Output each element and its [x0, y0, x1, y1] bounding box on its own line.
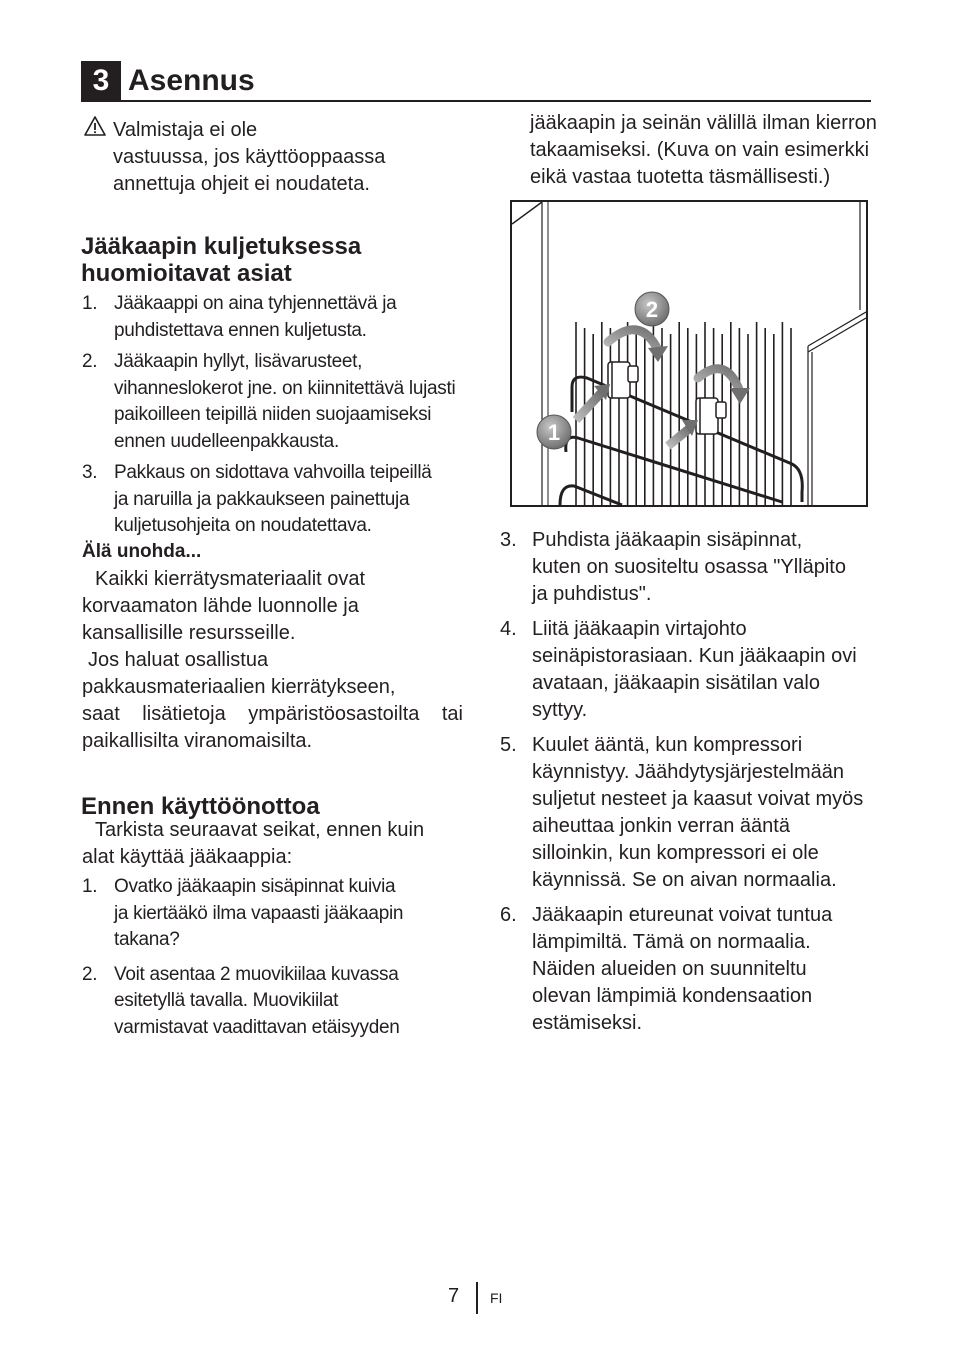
language-code: FI	[490, 1290, 503, 1306]
list-item	[82, 874, 482, 954]
item-line: suljetut nesteet ja kaasut voivat myös	[532, 788, 864, 810]
item-line: kuten on suositeltu osassa "Ylläpito	[532, 556, 846, 578]
text-line: pakkausmateriaalien kierrätykseen,	[82, 676, 396, 698]
warning-line: vastuussa, jos käyttöoppaassa	[113, 146, 386, 168]
fridge-back-illustration	[512, 202, 866, 505]
text-line: jääkaapin ja seinän välillä ilman kierron	[530, 112, 877, 134]
item-line: Jääkaappi on aina tyhjennettävä ja	[114, 293, 397, 314]
item-line: ja puhdistus".	[532, 583, 652, 605]
transport-list	[82, 291, 482, 540]
item-line: Näiden alueiden on suunniteltu	[532, 958, 807, 980]
text-line: kansallisille resursseille.	[82, 622, 296, 644]
svg-text:1: 1	[547, 420, 561, 445]
svg-text:2: 2	[645, 297, 659, 322]
heading-line: Jääkaapin kuljetuksessa	[81, 233, 362, 260]
list-item	[82, 460, 482, 540]
item-number: 2.	[82, 351, 98, 372]
before-use-list	[82, 874, 482, 1041]
list-item	[82, 349, 482, 455]
page-number: 7	[448, 1285, 460, 1307]
footer-divider	[476, 1282, 478, 1314]
item-line: ja kiertääkö ilma vapaasti jääkaapin	[114, 902, 404, 924]
text-line: eikä vastaa tuotetta täsmällisesti.)	[530, 166, 831, 188]
list-item	[500, 616, 900, 724]
item-line: varmistavat vaadittavan etäisyyden	[114, 1016, 400, 1038]
text-line: paikallisilta viranomaisilta.	[82, 730, 313, 752]
item-number: 1.	[82, 876, 98, 897]
item-number: 2.	[82, 963, 98, 985]
item-number: 5.	[500, 734, 517, 756]
item-line: aiheuttaa jonkin verran ääntä	[532, 815, 790, 837]
item-line: olevan lämpimiä kondensaation	[532, 985, 813, 1007]
list-item	[500, 527, 900, 608]
continuation-text	[530, 110, 877, 191]
item-line: Puhdista jääkaapin sisäpinnat,	[532, 529, 803, 551]
item-line: Kuulet ääntä, kun kompressori	[532, 734, 803, 756]
item-line: estämiseksi.	[532, 1012, 643, 1034]
step-marker-2	[635, 292, 669, 326]
warning-line: annettuja ohjeit ei noudateta.	[113, 173, 370, 195]
item-line: paikoilleen teipillä niiden suojaamiseksi	[114, 404, 432, 425]
before-use-intro	[82, 817, 424, 871]
text-line: Jos haluat osallistua	[88, 649, 269, 671]
item-line: takana?	[114, 929, 180, 950]
header-rule	[81, 100, 871, 102]
text-line: takaamiseksi. (Kuva on vain esimerkki	[530, 139, 870, 161]
list-item	[500, 732, 900, 894]
item-line: kuljetusohjeita on noudatettava.	[114, 515, 372, 536]
remember-heading: Älä unohda...	[82, 541, 202, 562]
warning-text	[113, 117, 385, 198]
item-line: käynnissä. Se on aivan normaalia.	[532, 869, 837, 891]
item-line: Jääkaapin hyllyt, lisävarusteet,	[114, 351, 363, 372]
item-line: käynnistyy. Jäähdytysjärjestelmään	[532, 761, 844, 783]
remember-text	[82, 566, 463, 755]
section-number: 3	[81, 61, 121, 101]
installation-figure	[510, 200, 868, 507]
spacer-left	[608, 362, 638, 398]
item-line: lämpimiltä. Tämä on normaalia.	[532, 931, 811, 953]
warning-triangle-icon	[84, 115, 106, 137]
section-title: Asennus	[128, 64, 255, 97]
item-line: puhdistettava ennen kuljetusta.	[114, 319, 367, 341]
item-line: syttyy.	[532, 699, 588, 721]
item-line: vihanneslokerot jne. on kiinnitettävä lujasti	[114, 377, 456, 399]
item-line: Liitä jääkaapin virtajohto	[532, 618, 747, 640]
text-line: alat käyttää jääkaappia:	[82, 846, 293, 868]
item-line: Ovatko jääkaapin sisäpinnat kuivia	[114, 876, 396, 897]
item-line: avataan, jääkaapin sisätilan valo	[532, 672, 820, 694]
step-marker-1	[537, 415, 571, 449]
item-line: ja naruilla ja pakkaukseen painettuja	[114, 488, 410, 510]
steps-list	[500, 527, 900, 1037]
transport-heading	[81, 233, 361, 287]
item-number: 3.	[82, 462, 98, 483]
before-use-heading: Ennen käyttöönottoa	[81, 793, 320, 820]
warning-line: Valmistaja ei ole	[113, 119, 258, 141]
item-line: Pakkaus on sidottava vahvoilla teipeillä	[114, 462, 432, 483]
item-line: silloinkin, kun kompressori ei ole	[532, 842, 819, 864]
item-number: 1.	[82, 293, 98, 314]
heading-line: huomioitavat asiat	[81, 260, 292, 287]
text-line: saat lisätietoja ympäristöosastoilta tai	[82, 703, 463, 725]
item-number: 6.	[500, 904, 517, 926]
item-line: ennen uudelleenpakkausta.	[114, 430, 339, 452]
text-line: Tarkista seuraavat seikat, ennen kuin	[95, 819, 425, 841]
list-item	[82, 962, 482, 1042]
list-item	[500, 902, 900, 1037]
item-line: Jääkaapin etureunat voivat tuntua	[532, 904, 833, 926]
item-number: 3.	[500, 529, 517, 551]
item-line: seinäpistorasiaan. Kun jääkaapin ovi	[532, 645, 857, 667]
text-line: Kaikki kierrätysmateriaalit ovat	[95, 568, 366, 590]
item-line: Voit asentaa 2 muovikiilaa kuvassa	[114, 963, 399, 985]
item-line: esitetyllä tavalla. Muovikiilat	[114, 990, 339, 1011]
text-line: korvaamaton lähde luonnolle ja	[82, 595, 359, 617]
list-item	[82, 291, 482, 344]
item-number: 4.	[500, 618, 517, 640]
